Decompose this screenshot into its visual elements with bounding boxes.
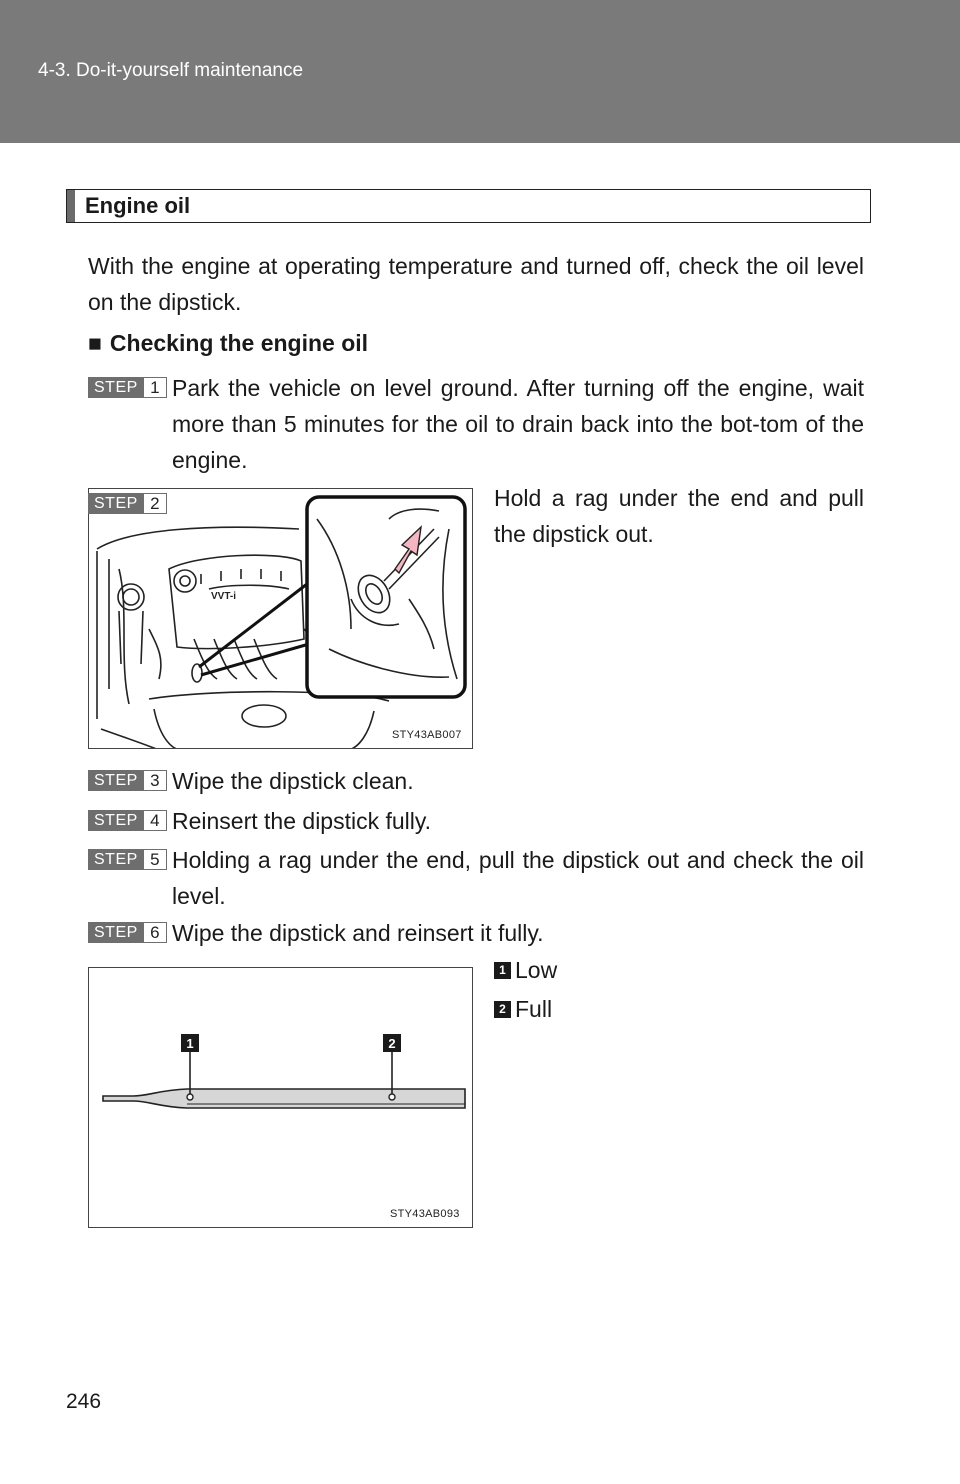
step-label: STEP: [88, 849, 144, 870]
step-label: STEP: [88, 922, 144, 943]
step-number: 2: [144, 493, 167, 514]
step-badge-3: [88, 770, 167, 791]
engine-cover-text: VVT-i: [211, 591, 237, 602]
engine-bay-figure: [88, 488, 473, 749]
step-badge-1: [88, 377, 167, 398]
subsection-heading: [88, 330, 368, 357]
step-2-text: Hold a rag under the end and pull the dipstick out.: [494, 485, 864, 547]
step-badge-5: [88, 849, 167, 870]
legend-label: Full: [515, 996, 553, 1022]
marker-1-label: 1: [186, 1036, 194, 1051]
square-bullet-icon: ■: [88, 330, 102, 356]
legend-label: Low: [515, 957, 558, 983]
marker-2-label: 2: [388, 1036, 396, 1051]
figure-id: STY43AB007: [392, 729, 462, 741]
legend-number-badge: 2: [494, 1001, 511, 1018]
dipstick-figure: [88, 967, 473, 1228]
step-badge-4: [88, 810, 167, 831]
step-badge-6: [88, 922, 167, 943]
legend-item-low: [494, 957, 557, 984]
step-number: 1: [144, 377, 167, 398]
step-number: 5: [144, 849, 167, 870]
step-4-text: Reinsert the dipstick fully.: [172, 808, 432, 834]
step-label: STEP: [88, 493, 144, 514]
step-3-text: Wipe the dipstick clean.: [172, 768, 414, 794]
step-number: 3: [144, 770, 167, 791]
legend-number-badge: 1: [494, 962, 511, 979]
dipstick-illustration: [89, 968, 473, 1228]
step-badge-2: [88, 493, 167, 514]
legend-item-full: [494, 996, 552, 1023]
step-label: STEP: [88, 810, 144, 831]
intro-paragraph: With the engine at operating temperature and turned off, check the oil level on the dipstick.: [88, 253, 864, 315]
section-title-bar: [66, 189, 871, 223]
step-number: 4: [144, 810, 167, 831]
step-6-text: Wipe the dipstick and reinsert it fully.: [172, 920, 544, 946]
step-number: 6: [144, 922, 167, 943]
engine-bay-illustration: [89, 489, 473, 749]
section-tab-marker: [67, 190, 75, 222]
step-1-text: Park the vehicle on level ground. After turning off the engine, wait more than 5 minutes for the oil to drain back into the bot-tom of the engine.: [172, 375, 864, 473]
section-title: Engine oil: [85, 193, 191, 218]
step-label: STEP: [88, 377, 144, 398]
page-number: 246: [66, 1390, 102, 1413]
page-header: [0, 0, 960, 143]
step-label: STEP: [88, 770, 144, 791]
step-5-text: Holding a rag under the end, pull the dipstick out and check the oil level.: [172, 847, 864, 909]
subsection-title: Checking the engine oil: [109, 330, 369, 356]
figure-id: STY43AB093: [390, 1208, 460, 1220]
chapter-title: 4-3. Do-it-yourself maintenance: [38, 60, 304, 81]
